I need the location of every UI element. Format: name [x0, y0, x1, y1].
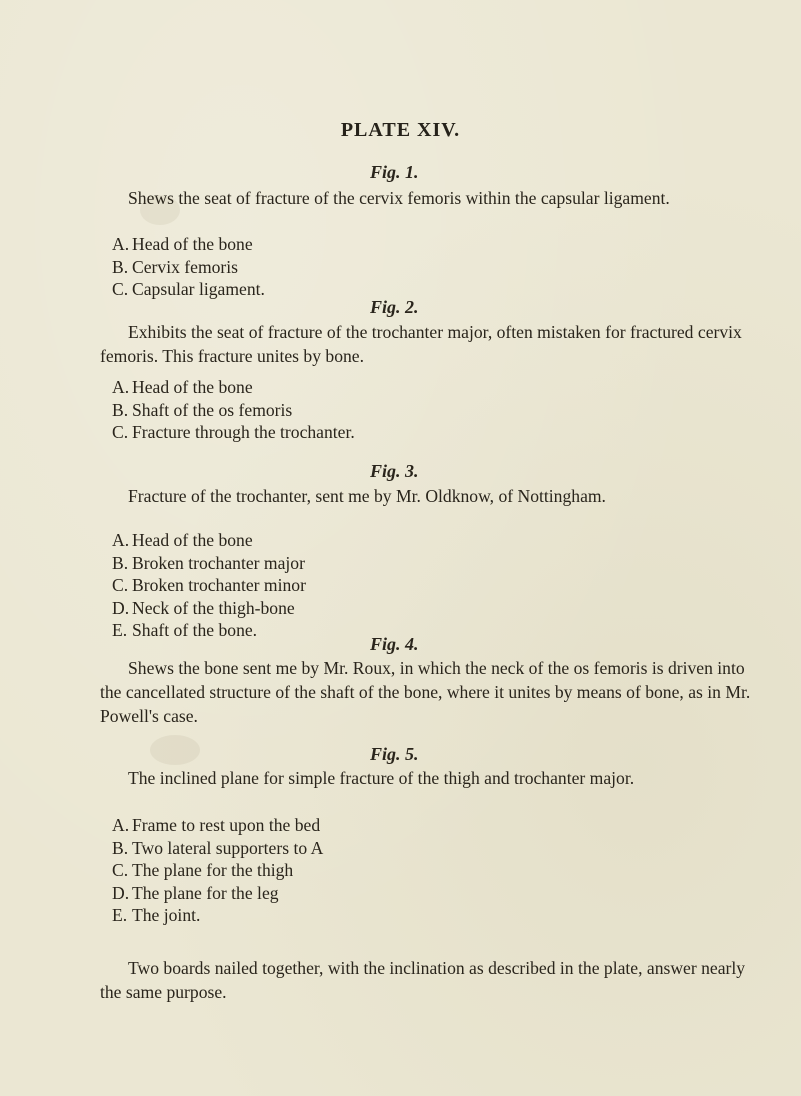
legend-item: C. Broken trochanter minor [112, 575, 306, 595]
paper-stain [150, 735, 200, 765]
legend-item: B. Shaft of the os femoris [112, 399, 293, 420]
fig-2-text: Exhibits the seat of fracture of the trochanter major, often mistaken for fractured cervix femoris. This fracture unites by bone. [100, 322, 742, 366]
fig-4-description [100, 656, 760, 728]
legend-item: B. Two lateral supporters to A [112, 837, 324, 858]
fig-3-heading: Fig. 3. [370, 461, 419, 481]
fig-3-legend [112, 529, 306, 642]
plate-title: PLATE XIV. [340, 119, 461, 141]
legend-item: B. Broken trochanter major [112, 552, 305, 573]
fig-4-text: Shews the bone sent me by Mr. Roux, in which the neck of the os femoris is driven into the cancellated structure of the shaft of the bone, where it unites by means of bone, as in Mr. Powell's case. [100, 658, 751, 726]
legend-item: C. Fracture through the trochanter. [112, 422, 355, 442]
legend-item: C. Capsular ligament. [112, 279, 265, 299]
legend-item: D. The plane for the leg [112, 882, 279, 903]
fig-3-description [100, 484, 760, 508]
legend-item: A. Head of the bone [112, 530, 253, 550]
fig-1-heading: Fig. 1. [370, 162, 419, 182]
fig-5-text: The inclined plane for simple fracture of the thigh and trochanter major. [128, 768, 635, 788]
fig-1-text: Shews the seat of fracture of the cervix femoris within the capsular ligament. [128, 188, 670, 208]
legend-item: D. Neck of the thigh-bone [112, 597, 295, 618]
fig-4-heading: Fig. 4. [370, 634, 419, 654]
legend-item: E. The joint. [112, 905, 201, 925]
fig-5-description [100, 766, 760, 790]
closing-text: Two boards nailed together, with the inclination as described in the plate, answer nearly the same purpose. [100, 958, 746, 1002]
fig-1-description [100, 186, 760, 210]
legend-item: E. Shaft of the bone. [112, 620, 258, 640]
legend-item: A. Frame to rest upon the bed [112, 815, 321, 835]
closing-note [100, 956, 760, 1004]
fig-3-text: Fracture of the trochanter, sent me by Mr. Oldknow, of Nottingham. [128, 486, 606, 506]
fig-5-heading: Fig. 5. [370, 744, 419, 764]
legend-item: A. Head of the bone [112, 234, 253, 254]
fig-2-legend [112, 376, 355, 444]
fig-5-legend [112, 814, 323, 927]
fig-2-heading: Fig. 2. [370, 297, 419, 317]
legend-item: B. Cervix femoris [112, 256, 239, 277]
legend-item: C. The plane for the thigh [112, 860, 294, 880]
fig-1-legend [112, 233, 265, 301]
legend-item: A. Head of the bone [112, 377, 253, 397]
fig-2-description [100, 320, 760, 368]
